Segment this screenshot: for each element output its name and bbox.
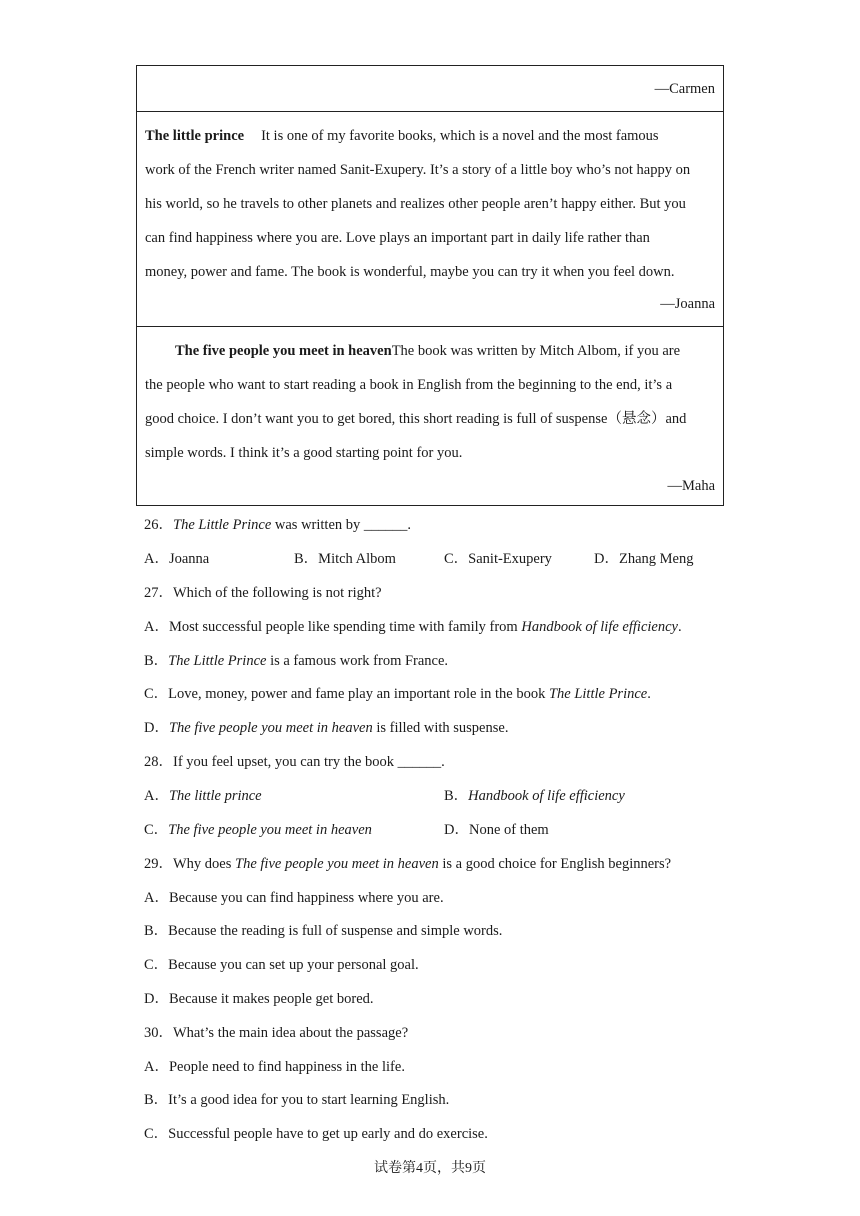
review-line: work of the French writer named Sanit-Exupery. It’s a story of a little boy who’s not happy on [145,162,691,178]
option-28-d: D．None of them [444,822,549,838]
option-30-a: A．People need to find happiness in the life. [144,1059,405,1075]
review-row-carmen [137,66,723,112]
option-28-c: C．The five people you meet in heaven [144,822,372,838]
question-28: 28．If you feel upset, you can try the book ______. [144,754,445,770]
option-26-d: D．Zhang Meng [594,551,694,567]
option-27-c: C．Love, money, power and fame play an important role in the book The Little Prince. [144,686,651,702]
option-26-b: B．Mitch Albom [294,551,396,567]
book-title: The five people you meet in heaven [175,343,392,359]
option-28-b: B．Handbook of life efficiency [444,788,625,804]
option-29-b: B．Because the reading is full of suspense and simple words. [144,923,503,939]
question-27: 27．Which of the following is not right? [144,585,382,601]
review-line: The five people you meet in heavenThe book was written by Mitch Albom, if you are [175,343,681,359]
book-title: The little prince [145,128,245,144]
review-line: good choice. I don’t want you to get bored, this short reading is full of suspense（悬念）and [145,411,687,427]
review-line: his world, so he travels to other planets and realizes other people aren’t happy either. But you [145,196,686,212]
option-29-a: A．Because you can find happiness where you are. [144,890,444,906]
question-26: 26．The Little Prince was written by ______. [144,517,412,533]
review-line: The little prince It is one of my favorite books, which is a novel and the most famous [145,128,659,144]
reviews-table [136,65,724,506]
author-maha: —Maha [667,478,715,494]
option-29-c: C．Because you can set up your personal goal. [144,957,419,973]
author-carmen: —Carmen [654,81,715,97]
review-line: the people who want to start reading a book in English from the beginning to the end, it’s a [145,377,673,393]
option-30-b: B．It’s a good idea for you to start learning English. [144,1092,450,1108]
option-29-d: D．Because it makes people get bored. [144,991,374,1007]
option-27-b: B．The Little Prince is a famous work from France. [144,653,449,669]
page-footer: 试卷第4页，共9页 [374,1161,486,1176]
question-30: 30．What’s the main idea about the passage? [144,1025,409,1041]
option-26-a: A．Joanna [144,551,210,567]
review-line: simple words. I think it’s a good starting point for you. [145,445,463,461]
author-joanna: —Joanna [660,296,715,312]
review-row-five-people [137,327,723,505]
option-27-d: D．The five people you meet in heaven is filled with suspense. [144,720,509,736]
option-28-a: A．The little prince [144,788,262,804]
question-29: 29．Why does The five people you meet in heaven is a good choice for English beginners? [144,856,672,872]
review-line: money, power and fame. The book is wonderful, maybe you can try it when you feel down. [145,264,675,280]
option-30-c: C．Successful people have to get up early and do exercise. [144,1126,488,1142]
option-27-a: A．Most successful people like spending time with family from Handbook of life efficiency. [144,619,682,635]
review-row-little-prince [137,112,723,327]
review-line: can find happiness where you are. Love plays an important part in daily life rather than [145,230,650,246]
option-26-c: C．Sanit-Exupery [444,551,552,567]
